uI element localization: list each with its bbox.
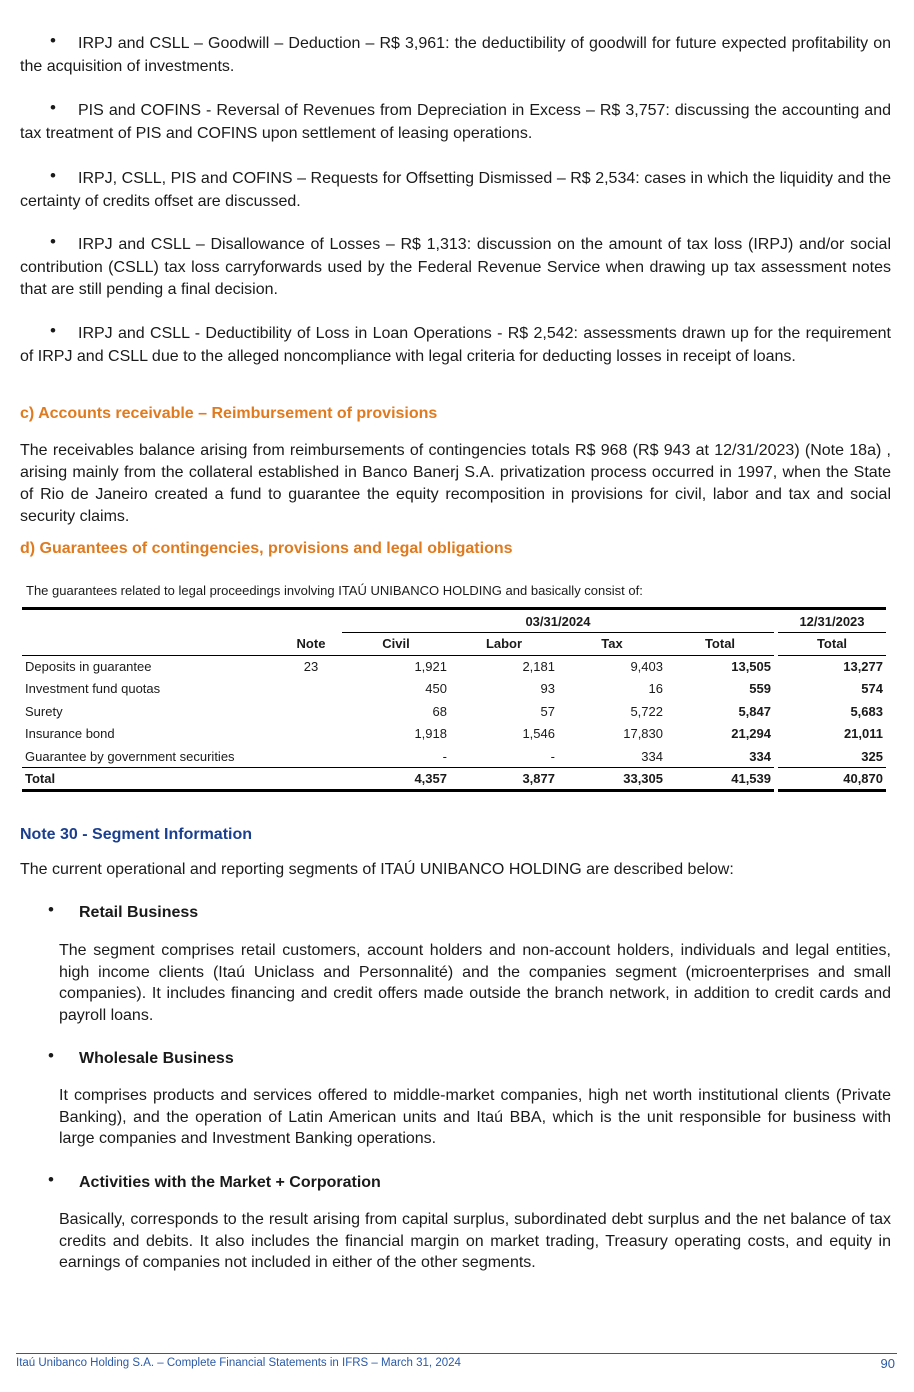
bullet-icon: • xyxy=(50,98,56,117)
bullet-offsetting: • IRPJ, CSLL, PIS and COFINS – Requests for Offsetting Dismissed – R$ 2,534: cases in which the liquidity and the certainty of credits offset are discussed. xyxy=(20,166,891,210)
col-tax: Tax xyxy=(558,633,666,656)
col-civil: Civil xyxy=(342,633,450,656)
bullet-goodwill: • IRPJ and CSLL – Goodwill – Deduction – R$ 3,961: the deductibility of goodwill for future expected profitability on the acquisition of investments. xyxy=(20,31,891,75)
bullet-icon: • xyxy=(48,1046,54,1065)
section-c-text: The receivables balance arising from reimbursements of contingencies totals R$ 968 (R$ 943 at 12/31/2023) (Note 18a) , arising mainly from the collateral established in Banco Banerj S.A. privatization process occurred in 1997, when the State of Rio de Janeiro created a fund to guarantee the equity recomposition in provisions for civil, labor and tax and social security claims. xyxy=(20,442,891,525)
col-labor: Labor xyxy=(450,633,558,656)
col-total-prior: Total xyxy=(778,633,886,656)
table-row: Insurance bond 1,918 1,546 17,830 21,294 21,011 xyxy=(25,726,883,742)
guarantees-table xyxy=(22,607,886,792)
group-header-current: 03/31/2024 xyxy=(342,610,774,633)
bullet-icon: • xyxy=(48,900,54,919)
bullet-losses: • IRPJ and CSLL – Disallowance of Losses – R$ 1,313: discussion on the amount of tax loss (IRPJ) and/or social contribution (CSLL) tax loss carryforwards used by the Federal Revenue Service when drawing up tax assessment notes that are still pending a final decision. xyxy=(20,232,891,298)
group-header-prior: 12/31/2023 xyxy=(778,610,886,633)
col-total: Total xyxy=(666,633,774,656)
page-number: 90 xyxy=(880,1356,895,1371)
table-row: Guarantee by government securities - - 334 334 325 xyxy=(22,745,886,768)
table-caption: The guarantees related to legal proceedings involving ITAÚ UNIBANCO HOLDING and basically consist of: xyxy=(26,583,643,598)
bullet-pis-cofins: • PIS and COFINS - Reversal of Revenues from Depreciation in Excess – R$ 3,757: discussing the accounting and tax treatment of PIS and COFINS upon settlement of leasing operations. xyxy=(20,98,891,142)
bullet-loan-losses: • IRPJ and CSLL - Deductibility of Loss in Loan Operations - R$ 2,542: assessments drawn up for the requirement of IRPJ and CSLL due to the alleged noncompliance with legal criteria for deducting losses in receipt of loans. xyxy=(20,321,891,365)
bullet-icon: • xyxy=(50,232,56,251)
section-d-heading: d) Guarantees of contingencies, provisions and legal obligations xyxy=(20,540,513,557)
segment-wholesale-title: • Wholesale Business xyxy=(48,1046,234,1067)
segment-retail-text: The segment comprises retail customers, account holders and non-account holders, individuals and legal entities, high income clients (Itaú Uniclass and Personnalité) and the companies segment (microenterprises and small companies). It includes financing and credit offers made outside the branch network, in addition to credit cards and payroll loans. xyxy=(59,942,891,1024)
footer-divider xyxy=(16,1353,897,1354)
guarantees-table-wrapper xyxy=(20,607,886,792)
table-row: Surety 68 57 5,722 5,847 5,683 xyxy=(25,703,883,719)
bullet-icon: • xyxy=(48,1170,54,1189)
note30-intro: The current operational and reporting segments of ITAÚ UNIBANCO HOLDING are described below: xyxy=(20,861,734,878)
table-row: Investment fund quotas 450 93 16 559 574 xyxy=(25,681,883,697)
section-c-heading: c) Accounts receivable – Reimbursement of provisions xyxy=(20,405,438,422)
bullet-icon: • xyxy=(50,166,56,185)
footer-title: Itaú Unibanco Holding S.A. – Complete Financial Statements in IFRS – March 31, 2024 xyxy=(16,1357,461,1369)
bullet-icon: • xyxy=(50,321,56,340)
note30-heading: Note 30 - Segment Information xyxy=(20,826,253,843)
segment-retail-title: • Retail Business xyxy=(48,900,199,921)
table-row: Deposits in guarantee 23 1,921 2,181 9,403 13,505 13,277 xyxy=(25,659,883,674)
bullet-icon: • xyxy=(50,31,56,50)
table-total-row: Total 4,357 3,877 33,305 41,539 40,870 xyxy=(22,768,886,791)
segment-market-text: Basically, corresponds to the result arising from capital surplus, subordinated debt surplus and the net balance of tax credits and debits. It also includes the financial margin on market trading, Treasury operating costs, and equity in earnings of companies not included in either of the other segments. xyxy=(59,1211,891,1271)
col-note: Note xyxy=(280,633,342,656)
segment-wholesale-text: It comprises products and services offered to middle-market companies, high net worth institutional clients (Private Banking), and the operation of Latin American units and Itaú BBA, which is the unit responsible for business with large companies and Investment Banking operations. xyxy=(59,1087,891,1147)
segment-market-title: • Activities with the Market + Corporation xyxy=(48,1170,381,1191)
